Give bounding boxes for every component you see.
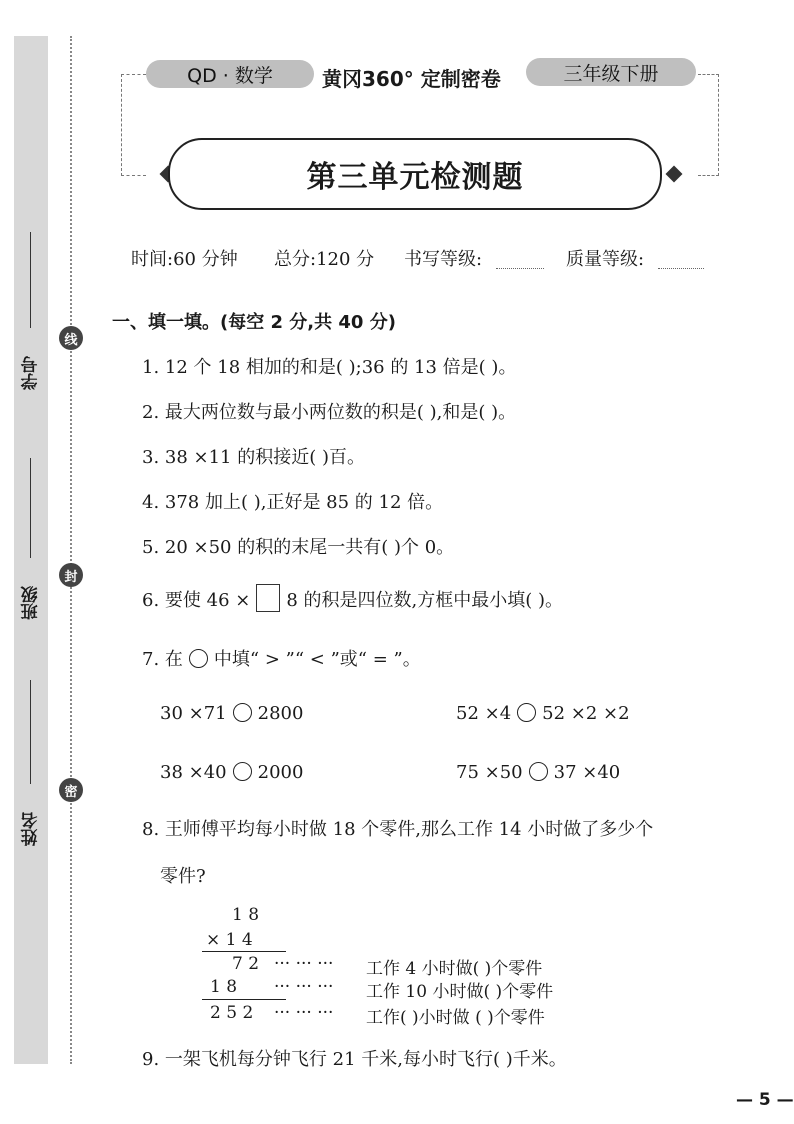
- grade-pill: 三年级下册: [526, 58, 696, 86]
- compare-2-right: 52 ×2 ×2: [542, 703, 630, 724]
- seal-line-mark: 线: [59, 326, 83, 350]
- calc-note-1: 工作 4 小时做( )个零件: [366, 959, 543, 979]
- calc-multiplier: × 1 4: [206, 930, 253, 950]
- calc-note-2: 工作 10 小时做( )个零件: [366, 982, 554, 1002]
- question-1: 1. 12 个 18 相加的和是( );36 的 13 倍是( )。: [142, 357, 517, 378]
- calc-dots-2: ··· ··· ···: [274, 977, 334, 997]
- quality-grade-label: 质量等级:: [566, 249, 645, 270]
- title-diamond-right: [666, 166, 683, 183]
- seal-secret-mark: 密: [59, 778, 83, 802]
- class-blank: [30, 458, 31, 558]
- question-7: [142, 645, 421, 671]
- compare-3-right: 2000: [257, 762, 304, 783]
- title-banner: [168, 138, 662, 210]
- header-bracket-right: [698, 74, 719, 176]
- compare-3: [160, 762, 303, 783]
- page-title: 第三单元检测题: [306, 160, 524, 195]
- question-7-part-b: 中填“ > ”“ < ”或“ = ”。: [213, 649, 421, 670]
- student-id-blank: [30, 232, 31, 328]
- compare-circle-icon: [233, 703, 252, 722]
- question-9: 9. 一架飞机每分钟飞行 21 千米,每小时飞行( )千米。: [142, 1049, 567, 1070]
- calc-rule-1: [202, 951, 286, 952]
- question-3: 3. 38 ×11 的积接近( )百。: [142, 447, 365, 468]
- question-6: [142, 584, 563, 612]
- compare-2: [456, 703, 630, 724]
- binding-strip: [14, 36, 48, 1064]
- question-8-cont: 零件?: [160, 866, 206, 887]
- calc-multiplicand: 1 8: [232, 905, 260, 925]
- calc-product: 2 5 2: [210, 1003, 254, 1023]
- calc-note-3: 工作( )小时做 ( )个零件: [366, 1008, 545, 1028]
- writing-grade-label: 书写等级:: [404, 249, 483, 270]
- class-label: 班级: [21, 586, 42, 620]
- compare-circle-icon: [517, 703, 536, 722]
- calc-rule-2: [202, 999, 286, 1000]
- calc-dots-3: ··· ··· ···: [274, 1003, 334, 1023]
- name-blank: [30, 680, 31, 784]
- compare-1: [160, 703, 303, 724]
- time-info: 时间:60 分钟: [131, 249, 238, 270]
- quality-grade-blank: [658, 268, 704, 269]
- seal-seal-mark: 封: [59, 563, 83, 587]
- question-4: 4. 378 加上( ),正好是 85 的 12 倍。: [142, 492, 444, 513]
- cut-line: [70, 36, 72, 1064]
- calc-dots-1: ··· ··· ···: [274, 954, 334, 974]
- header-bracket-left: [121, 74, 146, 176]
- subject-pill: QD · 数学: [146, 60, 314, 88]
- question-8: 8. 王师傅平均每小时做 18 个零件,那么工作 14 小时做了多少个: [142, 819, 654, 840]
- section-title: 一、填一填。(每空 2 分,共 40 分): [112, 312, 396, 333]
- question-6-part-b: 8 的积是四位数,方框中最小填( )。: [286, 590, 563, 611]
- compare-circle-icon: [233, 762, 252, 781]
- question-6-part-a: 6. 要使 46 ×: [142, 590, 251, 611]
- compare-3-left: 38 ×40: [160, 762, 227, 783]
- question-2: 2. 最大两位数与最小两位数的积是( ),和是( )。: [142, 402, 517, 423]
- circle-icon: [189, 649, 208, 668]
- compare-1-left: 30 ×71: [160, 703, 227, 724]
- series-name: 黄冈360° 定制密卷: [322, 67, 501, 91]
- name-label: 姓名: [21, 812, 42, 846]
- compare-4-right: 37 ×40: [553, 762, 621, 783]
- compare-circle-icon: [529, 762, 548, 781]
- score-info: 总分:120 分: [274, 249, 375, 270]
- answer-box: [256, 584, 280, 612]
- writing-grade-blank: [496, 268, 544, 269]
- student-id-label: 学号: [21, 356, 42, 390]
- compare-4-left: 75 ×50: [456, 762, 523, 783]
- question-7-part-a: 7. 在: [142, 649, 183, 670]
- compare-2-left: 52 ×4: [456, 703, 512, 724]
- calc-partial-1: 7 2: [232, 954, 260, 974]
- compare-4: [456, 762, 620, 783]
- question-5: 5. 20 ×50 的积的末尾一共有( )个 0。: [142, 537, 455, 558]
- page-number: — 5 —: [736, 1090, 794, 1110]
- compare-1-right: 2800: [257, 703, 304, 724]
- calc-partial-2: 1 8: [210, 977, 238, 997]
